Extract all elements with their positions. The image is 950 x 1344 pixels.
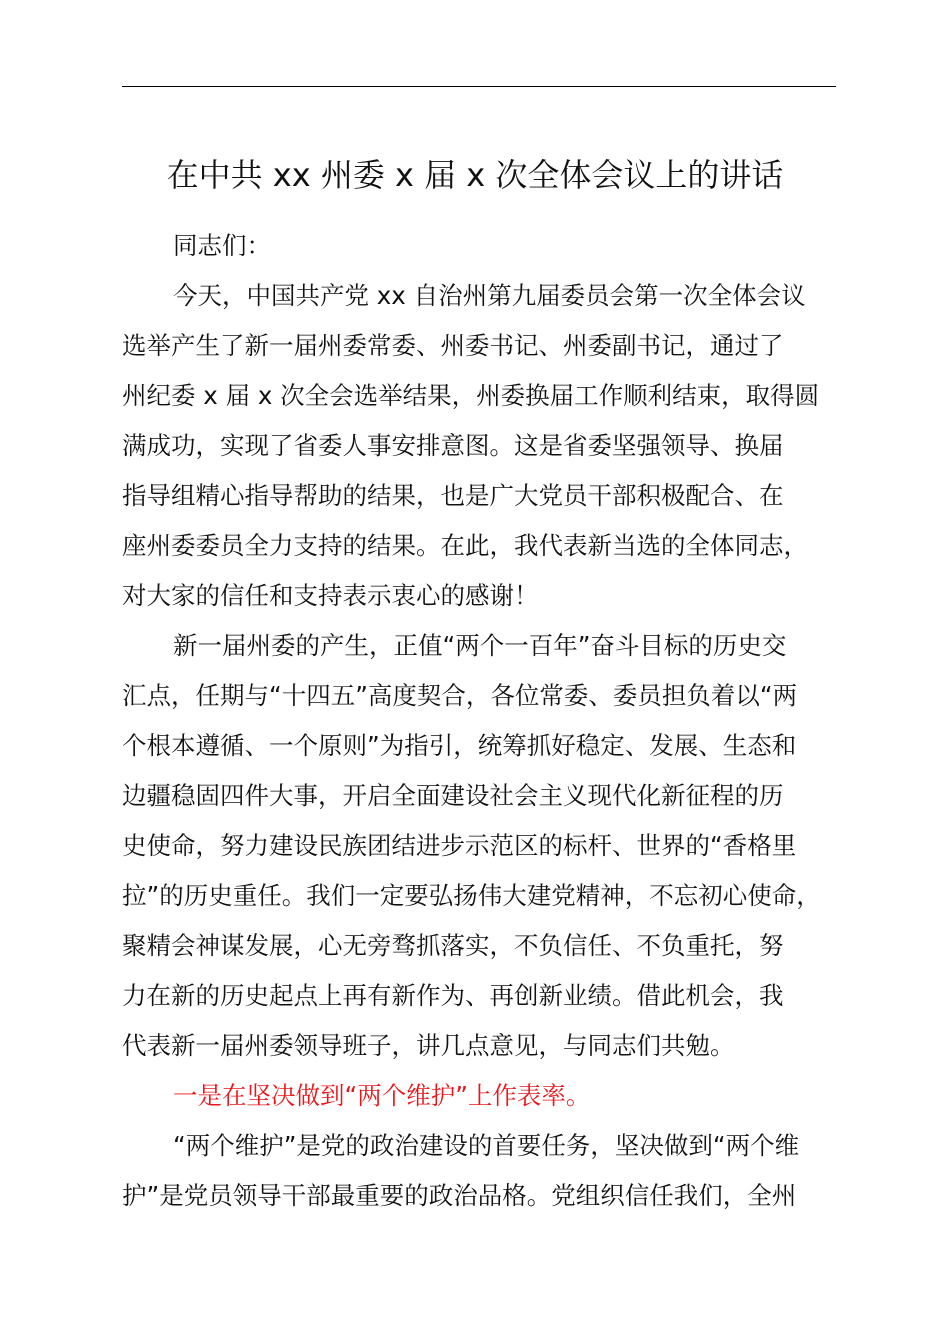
text-line: 座州委委员全力支持的结果。在此，我代表新当选的全体同志，	[122, 531, 808, 560]
text-line: 选举产生了新一届州委常委、州委书记、州委副书记，通过了	[122, 331, 784, 360]
text-line: 拉”的历史重任。我们一定要弘扬伟大建党精神，不忘初心使命，	[122, 881, 821, 910]
text-line: 满成功，实现了省委人事安排意图。这是省委坚强领导、换届	[122, 431, 784, 460]
text-line: 指导组精心指导帮助的结果，也是广大党员干部积极配合、在	[122, 481, 784, 510]
text-line: 新一届州委的产生，正值“两个一百年”奋斗目标的历史交	[173, 631, 787, 660]
document-body	[122, 221, 836, 1221]
text-line: 汇点，任期与“十四五”高度契合，各位常委、委员担负着以“两	[122, 681, 798, 710]
text-line: 护”是党员领导干部最重要的政治品格。党组织信任我们，全州	[122, 1181, 797, 1210]
text-line: 个根本遵循、一个原则”为指引，统筹抓好稳定、发展、生态和	[122, 731, 797, 760]
text-line: 代表新一届州委领导班子，讲几点意见，与同志们共勉。	[122, 1031, 735, 1060]
text-line: 力在新的历史起点上再有新作为、再创新业绩。借此机会，我	[122, 981, 784, 1010]
text-line: 对大家的信任和支持表示衷心的感谢！	[122, 581, 539, 610]
text-line: 边疆稳固四件大事，开启全面建设社会主义现代化新征程的历	[122, 781, 784, 810]
paragraph-3	[122, 1121, 836, 1221]
text-line: 州纪委 x 届 x 次全会选举结果，州委换届工作顺利结束，取得圆	[122, 381, 820, 410]
greeting: 同志们：	[173, 231, 271, 260]
section-heading: 一是在坚决做到“两个维护”上作表率。	[173, 1081, 591, 1110]
document-title: 在中共 xx 州委 x 届 x 次全体会议上的讲话	[166, 156, 784, 194]
text-line: 聚精会神谋发展，心无旁骛抓落实，不负信任、不负重托，努	[122, 931, 784, 960]
paragraph-1	[122, 271, 836, 621]
text-line: “两个维护”是党的政治建设的首要任务，坚决做到“两个维	[173, 1131, 800, 1160]
paragraph-2	[122, 621, 836, 1071]
header-rule	[122, 86, 836, 87]
text-line: 史使命，努力建设民族团结进步示范区的标杆、世界的“香格里	[122, 831, 797, 860]
text-line: 今天，中国共产党 xx 自治州第九届委员会第一次全体会议	[173, 281, 806, 310]
